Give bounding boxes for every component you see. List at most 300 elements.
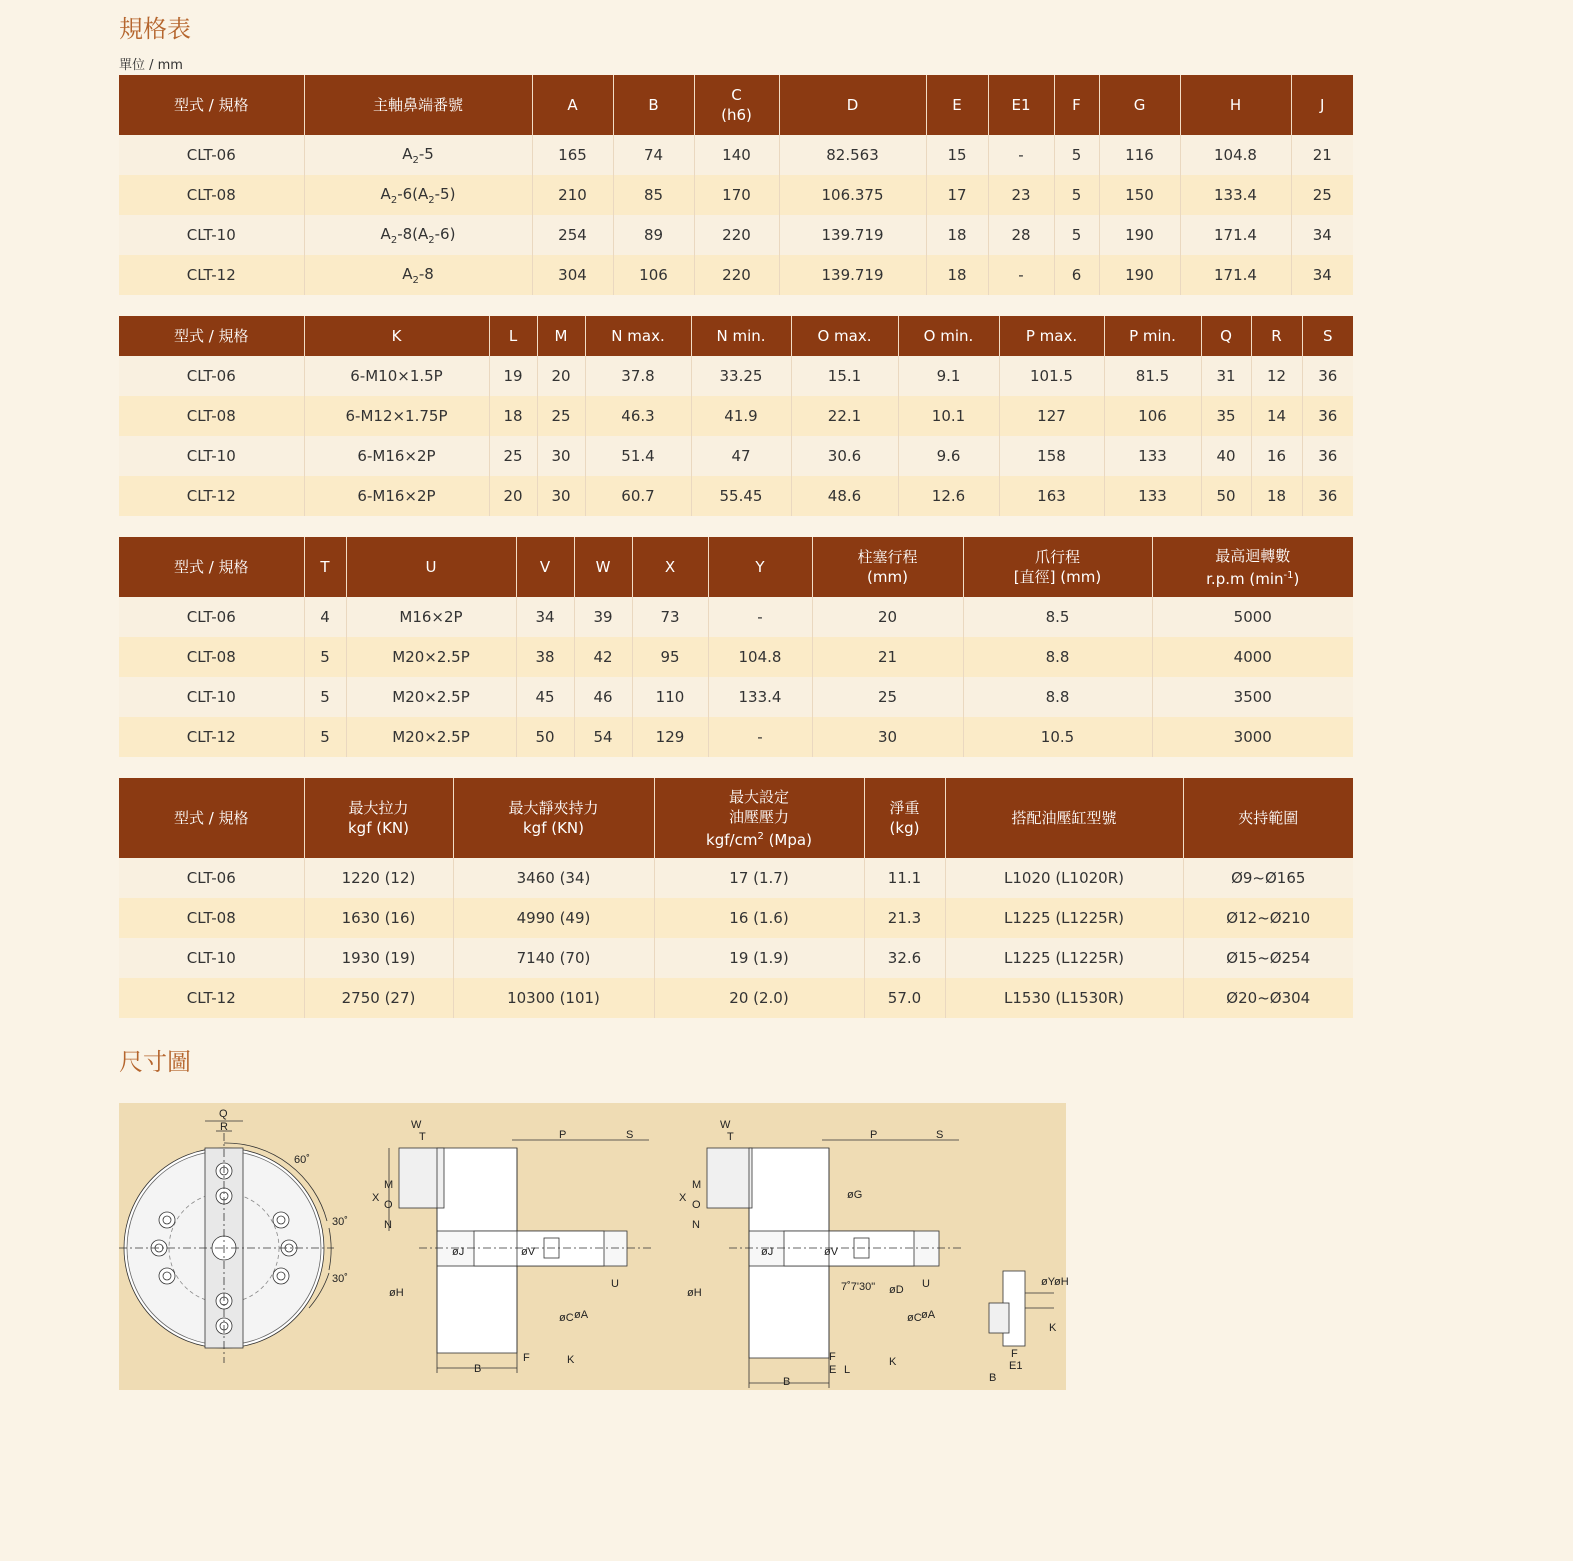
label-u: U — [611, 1278, 619, 1290]
label-l2: L — [844, 1364, 851, 1376]
col-o-min: O min. — [898, 316, 999, 356]
header-line: kgf (KN) — [347, 819, 410, 837]
cell: 60.7 — [585, 476, 691, 516]
cell: 1930 (19) — [304, 938, 453, 978]
cell: - — [988, 255, 1054, 295]
label-f: F — [523, 1352, 530, 1364]
header-line: (Mpa) — [763, 830, 812, 849]
label-m2: M — [692, 1179, 702, 1191]
cell: 104.8 — [1180, 135, 1291, 175]
header-line: kgf/cm — [706, 830, 758, 849]
cell-part: -5) — [434, 184, 456, 203]
label-o2: O — [692, 1199, 701, 1211]
col-weight — [864, 778, 945, 858]
cell-part: A — [380, 224, 391, 243]
cell: 3000 — [1152, 717, 1353, 757]
label-j2: øJ — [761, 1246, 774, 1258]
label-g2: øG — [847, 1189, 863, 1201]
cell: - — [988, 135, 1054, 175]
spec-table-3 — [119, 537, 1353, 757]
cell: 19 — [489, 356, 537, 396]
col-c-tolerance: (h6) — [721, 106, 752, 124]
table-row — [119, 898, 1353, 938]
cell: 37.8 — [585, 356, 691, 396]
cell: Ø15~Ø254 — [1183, 938, 1353, 978]
cell — [304, 175, 532, 215]
cell: 46.3 — [585, 396, 691, 436]
cell: 21 — [1291, 135, 1353, 175]
cell: 104.8 — [708, 637, 812, 677]
cell: CLT-08 — [119, 396, 304, 436]
cell: 9.6 — [898, 436, 999, 476]
label-s: S — [626, 1129, 634, 1141]
cell: 18 — [926, 215, 988, 255]
cell — [304, 215, 532, 255]
cell: 165 — [532, 135, 613, 175]
cell: 20 — [489, 476, 537, 516]
cell: 20 — [812, 597, 963, 637]
cell: 38 — [516, 637, 574, 677]
label-v: øV — [521, 1246, 536, 1258]
table-row — [119, 637, 1353, 677]
cell: CLT-06 — [119, 356, 304, 396]
label-x2: X — [679, 1192, 687, 1204]
cell: 6-M10×1.5P — [304, 356, 489, 396]
label-c2: øC — [907, 1312, 922, 1324]
cell: 116 — [1099, 135, 1180, 175]
cell: 20 (2.0) — [654, 978, 864, 1018]
label-w2: W — [720, 1119, 731, 1131]
cell: 25 — [812, 677, 963, 717]
cell-part: A — [402, 144, 413, 163]
table-row — [119, 215, 1353, 255]
cell: 41.9 — [691, 396, 791, 436]
cell: 163 — [999, 476, 1104, 516]
cell: 15 — [926, 135, 988, 175]
label-60deg: 60˚ — [294, 1154, 310, 1166]
cell: 8.5 — [963, 597, 1152, 637]
cell: 73 — [632, 597, 708, 637]
col-j: J — [1291, 75, 1353, 135]
header-line: 最大設定 — [728, 787, 789, 806]
cell: 36 — [1302, 396, 1353, 436]
cell: CLT-10 — [119, 677, 304, 717]
cell: 5 — [1054, 175, 1099, 215]
dimension-title: 尺寸圖 — [119, 1048, 191, 1076]
cell: 22.1 — [791, 396, 898, 436]
spec-table-2 — [119, 316, 1353, 516]
cell: CLT-10 — [119, 938, 304, 978]
header-line: r.p.m (min — [1206, 569, 1284, 588]
cell: 30.6 — [791, 436, 898, 476]
label-y3: øY — [1041, 1276, 1056, 1288]
cell: CLT-12 — [119, 717, 304, 757]
cell-part: A — [402, 264, 413, 283]
cell: 133.4 — [708, 677, 812, 717]
cell: 5 — [1054, 135, 1099, 175]
cell: 11.1 — [864, 858, 945, 898]
cell: CLT-12 — [119, 978, 304, 1018]
header-line: [直徑] (mm) — [1013, 568, 1102, 586]
cell: 101.5 — [999, 356, 1104, 396]
col-plunger-stroke — [812, 537, 963, 597]
cell: 17 (1.7) — [654, 858, 864, 898]
header-line: 最高迴轉數 — [1215, 546, 1291, 565]
cell: 45 — [516, 677, 574, 717]
side-view-1 — [372, 1119, 654, 1375]
col-clamp-range: 夾持範圍 — [1183, 778, 1353, 858]
label-n: N — [384, 1219, 392, 1231]
label-a: øA — [574, 1309, 589, 1321]
label-s2: S — [936, 1129, 944, 1141]
cell: 25 — [489, 436, 537, 476]
cell: 25 — [537, 396, 585, 436]
cell: 1220 (12) — [304, 858, 453, 898]
cell: 50 — [1201, 476, 1251, 516]
col-y: Y — [708, 537, 812, 597]
label-k2: K — [889, 1356, 897, 1368]
col-spindle: 主軸鼻端番號 — [304, 75, 532, 135]
cell: 30 — [812, 717, 963, 757]
col-max-pressure — [654, 778, 864, 858]
cell: 30 — [537, 436, 585, 476]
cell: 50 — [516, 717, 574, 757]
cell: 133.4 — [1180, 175, 1291, 215]
cell: 139.719 — [779, 215, 926, 255]
cell: 19 (1.9) — [654, 938, 864, 978]
col-e1: E1 — [988, 75, 1054, 135]
col-model: 型式 / 規格 — [119, 75, 304, 135]
table-row — [119, 255, 1353, 295]
cell: CLT-08 — [119, 898, 304, 938]
col-model: 型式 / 規格 — [119, 778, 304, 858]
cell: 34 — [1291, 215, 1353, 255]
cell: 106 — [613, 255, 694, 295]
col-c-label: C — [731, 86, 742, 104]
table-row — [119, 978, 1353, 1018]
cell: CLT-06 — [119, 135, 304, 175]
cell: 34 — [1291, 255, 1353, 295]
header-line: 油壓壓力 — [728, 807, 789, 826]
col-max-pull — [304, 778, 453, 858]
cell: 82.563 — [779, 135, 926, 175]
cell: 18 — [489, 396, 537, 436]
label-u2: U — [922, 1278, 930, 1290]
cell: CLT-10 — [119, 436, 304, 476]
cell: L1530 (L1530R) — [945, 978, 1183, 1018]
cell: 190 — [1099, 255, 1180, 295]
col-q: Q — [1201, 316, 1251, 356]
label-h2: øH — [687, 1287, 702, 1299]
header-line: (mm) — [867, 568, 908, 586]
col-p-max: P max. — [999, 316, 1104, 356]
cell: 12.6 — [898, 476, 999, 516]
label-a2: øA — [921, 1309, 936, 1321]
label-o: O — [384, 1199, 393, 1211]
cell: 32.6 — [864, 938, 945, 978]
cell: 6 — [1054, 255, 1099, 295]
cell: 39 — [574, 597, 632, 637]
label-e2: E — [829, 1364, 837, 1376]
cell-part: A — [380, 184, 391, 203]
cell: 48.6 — [791, 476, 898, 516]
cell-part: -5 — [418, 144, 434, 163]
label-k: K — [567, 1354, 575, 1366]
cell: 5000 — [1152, 597, 1353, 637]
dimension-drawing — [119, 1103, 1069, 1390]
cell: 36 — [1302, 356, 1353, 396]
cell: CLT-10 — [119, 215, 304, 255]
cell: CLT-08 — [119, 175, 304, 215]
cell: 1630 (16) — [304, 898, 453, 938]
col-model: 型式 / 規格 — [119, 537, 304, 597]
table-header-row — [119, 778, 1353, 858]
cell: 16 — [1251, 436, 1302, 476]
cell: 139.719 — [779, 255, 926, 295]
cell: 6-M12×1.75P — [304, 396, 489, 436]
label-t2: T — [727, 1131, 734, 1143]
label-e13: E1 — [1009, 1360, 1023, 1372]
cell: 10300 (101) — [453, 978, 654, 1018]
col-x: X — [632, 537, 708, 597]
table-row — [119, 396, 1353, 436]
col-n-min: N min. — [691, 316, 791, 356]
col-n-max: N max. — [585, 316, 691, 356]
cell: CLT-06 — [119, 597, 304, 637]
table-row — [119, 597, 1353, 637]
cell: 6-M16×2P — [304, 476, 489, 516]
cell: 30 — [537, 476, 585, 516]
cell-sub: 2 — [412, 154, 419, 166]
table-row — [119, 858, 1353, 898]
cell: 170 — [694, 175, 779, 215]
cell: M16×2P — [346, 597, 516, 637]
cell: M20×2.5P — [346, 717, 516, 757]
cell: 171.4 — [1180, 215, 1291, 255]
cell-part: -6) — [434, 224, 456, 243]
spec-table-4 — [119, 778, 1353, 1018]
table-header-row — [119, 316, 1353, 356]
cell: L1225 (L1225R) — [945, 898, 1183, 938]
side-view-2 — [679, 1119, 964, 1388]
cell-sub: 2 — [412, 274, 419, 286]
col-u: U — [346, 537, 516, 597]
cell: 4000 — [1152, 637, 1353, 677]
table-header-row — [119, 75, 1353, 135]
label-b3: B — [989, 1372, 997, 1384]
cell: Ø9~Ø165 — [1183, 858, 1353, 898]
table-row — [119, 175, 1353, 215]
col-l: L — [489, 316, 537, 356]
cell: CLT-12 — [119, 255, 304, 295]
cell: 46 — [574, 677, 632, 717]
dimension-drawing-svg — [119, 1103, 1069, 1390]
cell-sub: 2 — [428, 234, 435, 246]
col-h: H — [1180, 75, 1291, 135]
col-c — [694, 75, 779, 135]
label-p: P — [559, 1129, 567, 1141]
cell: 18 — [1251, 476, 1302, 516]
spec-table-1 — [119, 75, 1353, 295]
cell: 17 — [926, 175, 988, 215]
label-d2: øD — [889, 1284, 904, 1296]
cell: 10.1 — [898, 396, 999, 436]
cell: 7140 (70) — [453, 938, 654, 978]
col-g: G — [1099, 75, 1180, 135]
label-angle: 7˚7'30" — [841, 1281, 876, 1293]
col-a: A — [532, 75, 613, 135]
cell: 10.5 — [963, 717, 1152, 757]
label-r: R — [220, 1121, 228, 1133]
label-b: B — [474, 1363, 482, 1375]
cell: 210 — [532, 175, 613, 215]
cell: 220 — [694, 255, 779, 295]
label-j: øJ — [452, 1246, 465, 1258]
col-d: D — [779, 75, 926, 135]
cell: 74 — [613, 135, 694, 175]
cell: 133 — [1104, 476, 1201, 516]
cell: 35 — [1201, 396, 1251, 436]
header-line: 淨重 — [889, 799, 920, 817]
cell: 57.0 — [864, 978, 945, 1018]
cell: 81.5 — [1104, 356, 1201, 396]
cell: 106 — [1104, 396, 1201, 436]
cell: 4 — [304, 597, 346, 637]
cell: 304 — [532, 255, 613, 295]
col-v: V — [516, 537, 574, 597]
cell: 106.375 — [779, 175, 926, 215]
col-w: W — [574, 537, 632, 597]
cell: 190 — [1099, 215, 1180, 255]
cell: CLT-08 — [119, 637, 304, 677]
cell: 8.8 — [963, 637, 1152, 677]
label-30deg-a: 30˚ — [332, 1216, 348, 1228]
cell: 133 — [1104, 436, 1201, 476]
cell: Ø20~Ø304 — [1183, 978, 1353, 1018]
header-sup: -1 — [1283, 569, 1294, 581]
cell: 18 — [926, 255, 988, 295]
cell: 5 — [304, 677, 346, 717]
label-f3: F — [1011, 1348, 1018, 1360]
cell: 171.4 — [1180, 255, 1291, 295]
cell: 33.25 — [691, 356, 791, 396]
cell-sub: 2 — [390, 234, 398, 246]
cell: 16 (1.6) — [654, 898, 864, 938]
cell: 40 — [1201, 436, 1251, 476]
cell-part: -8 — [418, 264, 434, 283]
cell: 3500 — [1152, 677, 1353, 717]
cell: 6-M16×2P — [304, 436, 489, 476]
cell: 254 — [532, 215, 613, 255]
label-t: T — [419, 1131, 426, 1143]
label-w: W — [411, 1119, 422, 1131]
cell: 55.45 — [691, 476, 791, 516]
cell: Ø12~Ø210 — [1183, 898, 1353, 938]
cell: 34 — [516, 597, 574, 637]
cell: CLT-06 — [119, 858, 304, 898]
cell: CLT-12 — [119, 476, 304, 516]
cell-part: -8(A — [397, 224, 429, 243]
header-sup: 2 — [757, 830, 764, 842]
header-line: (kg) — [889, 819, 920, 837]
cell — [304, 255, 532, 295]
col-f: F — [1054, 75, 1099, 135]
label-k3: K — [1049, 1322, 1057, 1334]
cell: 15.1 — [791, 356, 898, 396]
cell: 20 — [537, 356, 585, 396]
col-r: R — [1251, 316, 1302, 356]
cell: M20×2.5P — [346, 637, 516, 677]
cell: 95 — [632, 637, 708, 677]
cell: 220 — [694, 215, 779, 255]
table-row — [119, 436, 1353, 476]
spec-section — [119, 0, 1353, 1039]
cell: - — [708, 597, 812, 637]
label-h3: øH — [1054, 1276, 1069, 1288]
col-cylinder: 搭配油壓缸型號 — [945, 778, 1183, 858]
label-m: M — [384, 1179, 394, 1191]
detail-view — [989, 1271, 1069, 1384]
col-k: K — [304, 316, 489, 356]
table-row — [119, 938, 1353, 978]
cell: - — [708, 717, 812, 757]
cell: 3460 (34) — [453, 858, 654, 898]
cell: 31 — [1201, 356, 1251, 396]
label-v2: øV — [824, 1246, 839, 1258]
col-e: E — [926, 75, 988, 135]
header-line: 柱塞行程 — [857, 548, 918, 566]
cell: 12 — [1251, 356, 1302, 396]
cell: M20×2.5P — [346, 677, 516, 717]
cell: 9.1 — [898, 356, 999, 396]
cell: 5 — [304, 637, 346, 677]
cell: 110 — [632, 677, 708, 717]
table-row — [119, 476, 1353, 516]
label-30deg-b: 30˚ — [332, 1273, 348, 1285]
cell: 51.4 — [585, 436, 691, 476]
cell: 89 — [613, 215, 694, 255]
cell: 21 — [812, 637, 963, 677]
table-row — [119, 717, 1353, 757]
col-model: 型式 / 規格 — [119, 316, 304, 356]
header-line: kgf (KN) — [522, 819, 585, 837]
label-p2: P — [870, 1129, 878, 1141]
col-jaw-stroke — [963, 537, 1152, 597]
cell: 54 — [574, 717, 632, 757]
cell: 21.3 — [864, 898, 945, 938]
cell-sub: 2 — [428, 194, 435, 206]
col-s: S — [1302, 316, 1353, 356]
cell-sub: 2 — [390, 194, 398, 206]
cell: 28 — [988, 215, 1054, 255]
cell: 4990 (49) — [453, 898, 654, 938]
col-o-max: O max. — [791, 316, 898, 356]
unit-label: 單位 / mm — [119, 58, 183, 73]
col-max-grip — [453, 778, 654, 858]
label-f2: F — [829, 1351, 836, 1363]
header-line: ) — [1293, 569, 1300, 588]
cell: 36 — [1302, 476, 1353, 516]
table-row — [119, 356, 1353, 396]
cell: 25 — [1291, 175, 1353, 215]
cell: 42 — [574, 637, 632, 677]
cell: 36 — [1302, 436, 1353, 476]
cell: L1020 (L1020R) — [945, 858, 1183, 898]
cell: 140 — [694, 135, 779, 175]
cell: L1225 (L1225R) — [945, 938, 1183, 978]
table-row — [119, 135, 1353, 175]
col-max-rpm — [1152, 537, 1353, 597]
